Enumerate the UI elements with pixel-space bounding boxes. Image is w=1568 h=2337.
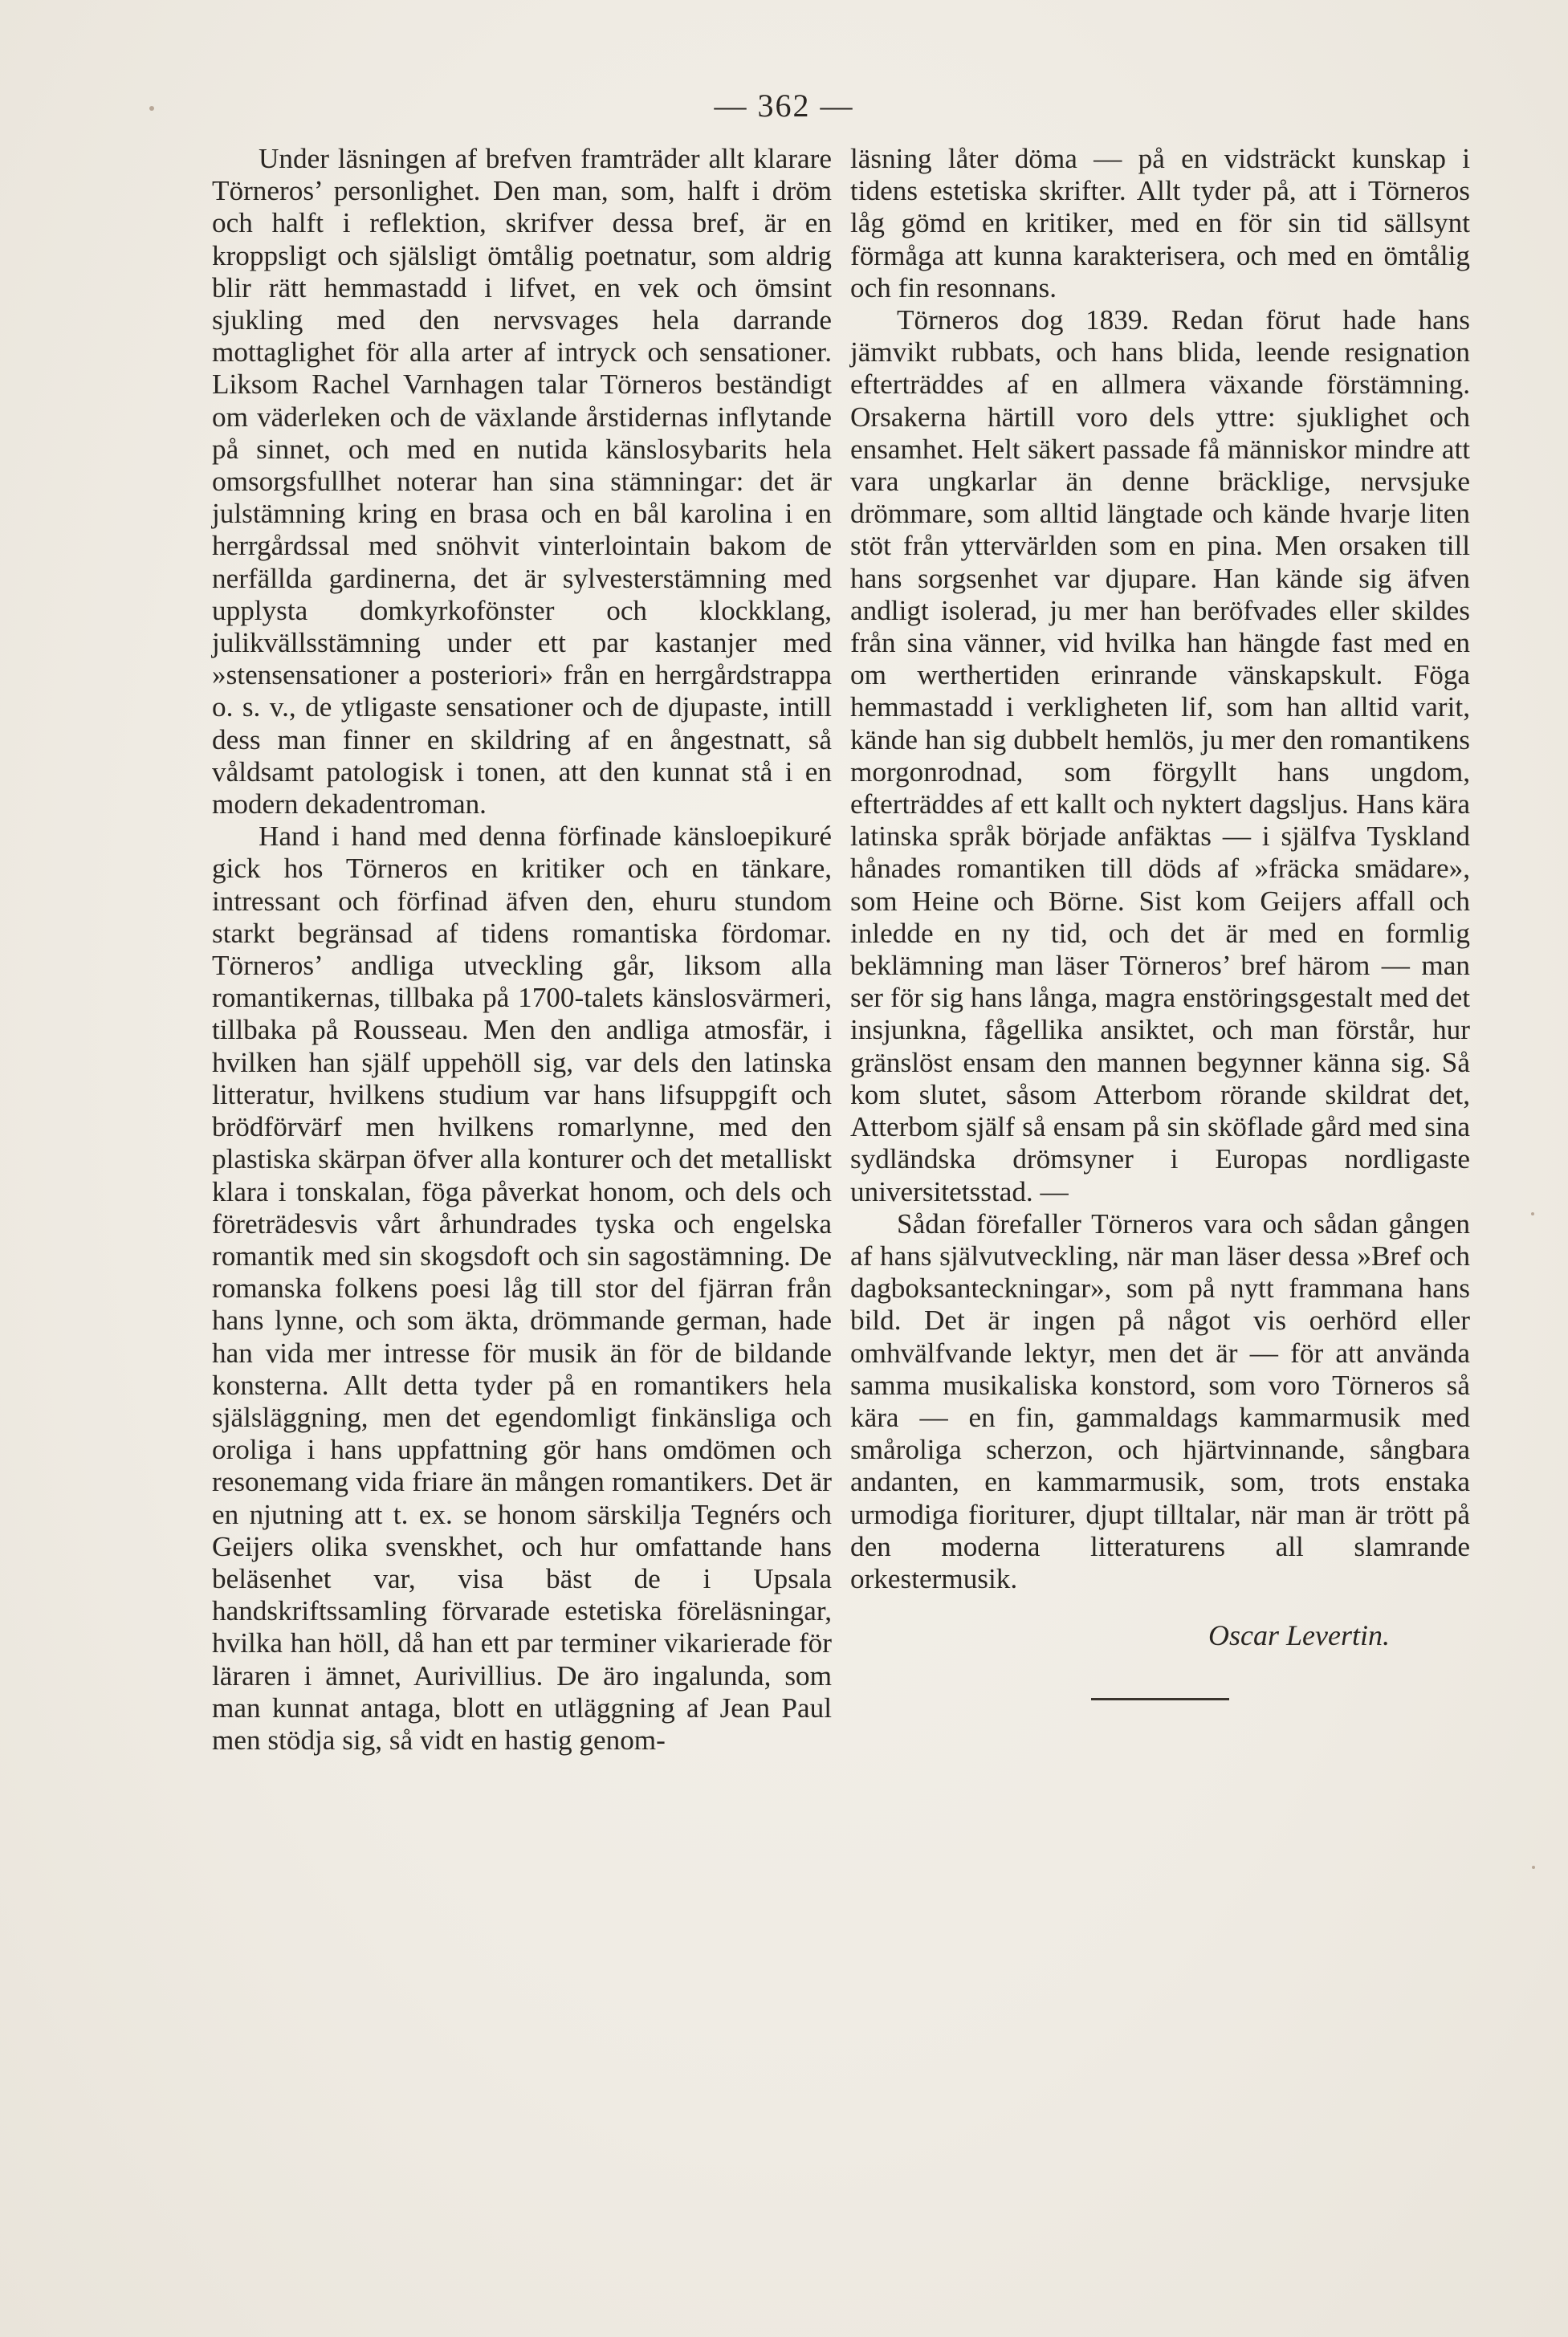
paragraph: Törneros dog 1839. Redan förut hade hans jämvikt rubbats, och hans blida, leende resignation efterträddes af en allmera växande förstämning. Orsakerna härtill voro dels yttre: sjuklighet och ensamhet. Helt säkert passade få människor mindre att vara ungkarlar än denne bräcklige, nervsjuke drömmare, som alltid längtade och kände hvarje liten stöt från yttervärlden som en pina. Men orsaken till hans sorgsenhet var djupare. Han kände sig äfven andligt isolerad, ju mer han beröfvades eller skildes från sina vänner, vid hvilka han hängde fast med en om werthertiden erinrande vänskapskult. Föga hemmastadd i verkligheten lif, som han alltid varit, kände han sig dubbelt hemlös, ju mer den romantikens morgonrodnad, som förgyllt hans ungdom, efterträddes af ett kallt och nyktert dagsljus. Hans kära latinska språk började anfäktas — i själfva Tyskland hånades romantiken till döds af »fräcka smädare», som Heine och Börne. Sist kom Geijers affall och inledde en ny tid, och det är med en formlig beklämning man läser Törneros’ bref härom — man ser för sig hans långa, magra enstöringsgestalt med det insjunkna, fågellika ansiktet, och man förstår, hur gränslöst ensam den mannen begynner känna sig. Så kom slutet, såsom Atterbom rörande skildrat det, Atterbom själf så ensam på sin sköflade gård med sina sydländska drömsyner i Europas nordligaste universitetsstad. — — [850, 304, 1470, 1207]
page-number: — 362 — — [714, 88, 854, 124]
paragraph-continuation: läsning låter döma — på en vidsträckt kunskap i tidens estetiska skrifter. Allt tyder på, att i Törneros låg gömd en kritiker, med en för sin tid sällsynt förmåga att kunna karakterisera, och med en ömtålig och fin resonnans. — [850, 143, 1470, 303]
end-rule — [1091, 1698, 1229, 1700]
paragraph: Hand i hand med denna förfinade känsloepikuré gick hos Törneros en kritiker och en tänkare, intressant och förfinad äfven den, ehuru stundom starkt begränsad af tidens romantiska fördomar. Törneros’ andliga utveckling går, liksom alla romantikernas, tillbaka på 1700-talets känslosvärmeri, tillbaka på Rousseau. Men den andliga atmosfär, i hvilken han själf uppehöll sig, var dels den latinska litteratur, hvilkens studium var hans lifsuppgift och brödförvärf men hvilkens romarlynne, med den plastiska skärpan öfver alla konturer och det metalliskt klara i tonskalan, föga påverkat honom, och dels och företrädesvis vårt århundrades tyska och engelska romantik med sin skogsdoft och sin sagostämning. De romanska folkens poesi låg till stor del fjärran från hans lynne, och som äkta, drömmande german, hade han vida mer intresse för musik än för de bildande konsterna. Allt detta tyder på en romantikers hela själsläggning, men det egendomligt finkänsliga och oroliga i hans uppfattning gör hans omdömen och resonemang vida friare än mången romantikers. Det är en njutning att t. ex. se honom särskilja Tegnérs och Geijers olika svenskhet, och hur omfattande hans beläsenhet var, visa bäst de i Upsala handskriftssamling förvarade estetiska föreläsningar, hvilka han höll, då han ett par terminer vikarierade för läraren i ämnet, Aurivillius. De äro ingalunda, som man kunnat antaga, blott en utläggning af Jean Paul men stödja sig, så vidt en hastig genom- — [212, 820, 832, 1756]
paragraph: Under läsningen af brefven framträder allt klarare Törneros’ personlighet. Den man, som, halft i dröm och halft i reflektion, skrifver dessa bref, är en kroppsligt och själsligt ömtålig poetnatur, som aldrig blir rätt hemmastadd i lifvet, en vek och ömsint sjukling med den nervsvages hela darrande mottaglighet för alla arter af intryck och sensationer. Liksom Rachel Varnhagen talar Törneros beständigt om väderleken och de växlande årstidernas inflytande på sinnet, och med en nutida känslosybarits hela omsorgsfullhet noterar han sina stämningar: det är julstämning kring en brasa och en bål karolina i en herrgårdssal med snöhvit vinterlointain bakom de nerfällda gardinerna, det är sylvesterstämning med upplysta domkyrkofönster och klockklang, julikvällsstämning under ett par kastanjer med »stensensationer a posteriori» från en herrgårdstrappa o. s. v., de ytligaste sensationer och de djupaste, intill dess man finner en skildring af en ångestnatt, så våldsamt patologisk i tonen, att den kunnat stå i en modern dekadentroman. — [212, 143, 832, 820]
paper-speck — [1531, 1212, 1534, 1215]
author-signature: Oscar Levertin. — [1208, 1619, 1390, 1652]
paragraph: Sådan förefaller Törneros vara och sådan gången af hans självutveckling, när man läser dessa »Bref och dagboksanteckningar», som på nytt frammana hans bild. Det är ingen på något vis oerhörd eller omhvälfvande lektyr, men det är — för att använda samma musikaliska konstord, som voro Törneros så kära — en fin, gammaldags kammarmusik med småroliga scherzon, och hjärtvinnande, sångbara andanten, en kammarmusik, som, trots enstaka urmodiga fioriturer, djupt tilltalar, när man är trött på den moderna litteraturens all slamrande orkestermusik. — [850, 1207, 1470, 1594]
left-column — [212, 143, 832, 1757]
paper-speck — [1532, 1866, 1535, 1869]
right-column — [850, 143, 1470, 1700]
